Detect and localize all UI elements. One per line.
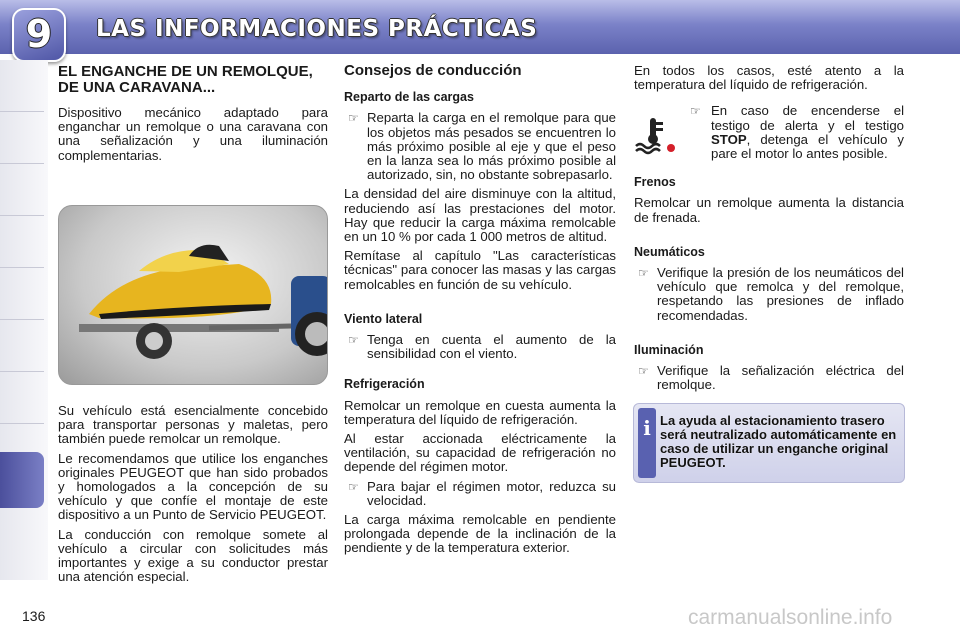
pointing-hand-icon: ☞ (690, 104, 701, 119)
chapter-tab[interactable] (0, 320, 44, 372)
column-right (634, 64, 904, 397)
chapter-tab[interactable] (0, 164, 44, 216)
bullet-text: Reparta la carga en el remolque para que los objetos más pesados se encuentren lo más próximo posible al eje y que el peso en la lanza sea lo más próximo posible al autorizado, sin, no obstante sobrepasarlo. (367, 110, 616, 183)
column-left-lower (58, 404, 328, 589)
subheading-iluminacion: Iluminación (634, 342, 704, 357)
subheading-reparto: Reparto de las cargas (344, 90, 474, 105)
paragraph: La carga máxima remolcable en pendiente prolongada depende de la inclinación de la pendiente y de la temperatura exterior. (344, 512, 616, 556)
bullet-text: Para bajar el régimen motor, reduzca su velocidad. (367, 478, 616, 508)
warning-text-post: , detenga el vehículo y pare el motor lo antes posible. (711, 131, 904, 162)
trailer-jetski-illustration (58, 205, 328, 385)
pointing-hand-icon: ☞ (348, 111, 359, 126)
column-middle (344, 64, 616, 561)
chapter-tab[interactable] (0, 60, 44, 112)
bullet-text: Verifique la presión de los neumáticos del vehículo que remolca y del remolque, respetando las presiones de inflado recomendadas. (657, 265, 904, 323)
bullet-text: Tenga en cuenta el aumento de la sensibilidad con el viento. (367, 332, 616, 362)
paragraph: Al estar accionada eléctricamente la ventilación, su capacidad de refrigeración no depende del régimen motor. (344, 431, 616, 475)
chapter-header (0, 0, 960, 54)
paragraph: Remítase al capítulo "Las características técnicas" para conocer las masas y las cargas remolcables en función de su vehículo. (344, 248, 616, 292)
paragraph: La densidad del aire disminuye con la altitud, reduciendo así las prestaciones del motor. Hay que reducir la carga máxima remolcable en un 10 % por cada 1 000 metros de altitud. (344, 186, 616, 245)
subheading-frenos: Frenos (634, 175, 676, 190)
chapter-tab[interactable] (0, 268, 44, 320)
bullet-item (344, 333, 616, 361)
warning-text-pre: En caso de encenderse el testigo de alerta y el testigo (711, 103, 904, 133)
pointing-hand-icon: ☞ (348, 479, 359, 494)
chapter-tab-active[interactable] (0, 452, 44, 508)
chapter-badge (12, 8, 66, 62)
chapter-tabs (0, 60, 48, 580)
subheading-refrigeracion: Refrigeración (344, 377, 425, 392)
chapter-tab[interactable] (0, 216, 44, 268)
column-left (58, 64, 328, 168)
subheading-viento: Viento lateral (344, 311, 423, 326)
info-box (633, 403, 905, 483)
paragraph: En todos los casos, esté atento a la temperatura del líquido de refrigeración. (634, 63, 904, 93)
chapter-title: LAS INFORMACIONES PRÁCTICAS (96, 16, 538, 42)
paragraph: Remolcar un remolque en cuesta aumenta la temperatura del líquido de refrigeración. (344, 397, 616, 427)
subheading-neumaticos: Neumáticos (634, 244, 705, 259)
warning-block (634, 104, 904, 161)
bullet-text: Verifique la señalización eléctrica del remolque. (657, 363, 904, 393)
intro-paragraph: Dispositivo mecánico adaptado para enganchar un remolque o una caravana con una señalización y una iluminación complementarias. (58, 105, 328, 163)
info-icon: i (638, 408, 656, 478)
bullet-item (344, 480, 616, 508)
bullet-item (634, 364, 904, 392)
paragraph: Le recomendamos que utilice los enganches originales PEUGEOT que han sido probados y homologados a la concepción de su vehículo y que confíe el montaje de este dispositivo a un Punto de Servicio PEUGEOT. (58, 450, 328, 523)
info-text: La ayuda al estacionamiento trasero será neutralizado automáticamente en caso de utilizar un enganche original PEUGEOT. (660, 413, 897, 470)
paragraph: La conducción con remolque somete al vehículo a circular con solicitudes más importantes y exige a su conductor prestar una atención especial. (58, 526, 328, 585)
bullet-item (634, 104, 904, 161)
chapter-tab[interactable] (0, 372, 44, 424)
section-title: EL ENGANCHE DE UN REMOLQUE, DE UNA CARAVANA... (58, 63, 313, 96)
pointing-hand-icon: ☞ (638, 266, 649, 281)
chapter-tab[interactable] (0, 112, 44, 164)
page-number: 136 (22, 608, 46, 624)
bullet-item (634, 266, 904, 323)
pointing-hand-icon: ☞ (348, 333, 359, 348)
watermark: carmanualsonline.info (688, 606, 893, 629)
pointing-hand-icon: ☞ (638, 364, 649, 379)
paragraph: Su vehículo está esencialmente concebido para transportar personas y maletas, pero también puede remolcar un remolque. (58, 403, 328, 447)
warning-text-stop: STOP (711, 131, 747, 147)
chapter-number: 9 (25, 12, 53, 56)
paragraph: Remolcar un remolque aumenta la distancia de frenada. (634, 195, 904, 225)
bullet-item (344, 111, 616, 182)
section-title: Consejos de conducción (344, 62, 522, 79)
